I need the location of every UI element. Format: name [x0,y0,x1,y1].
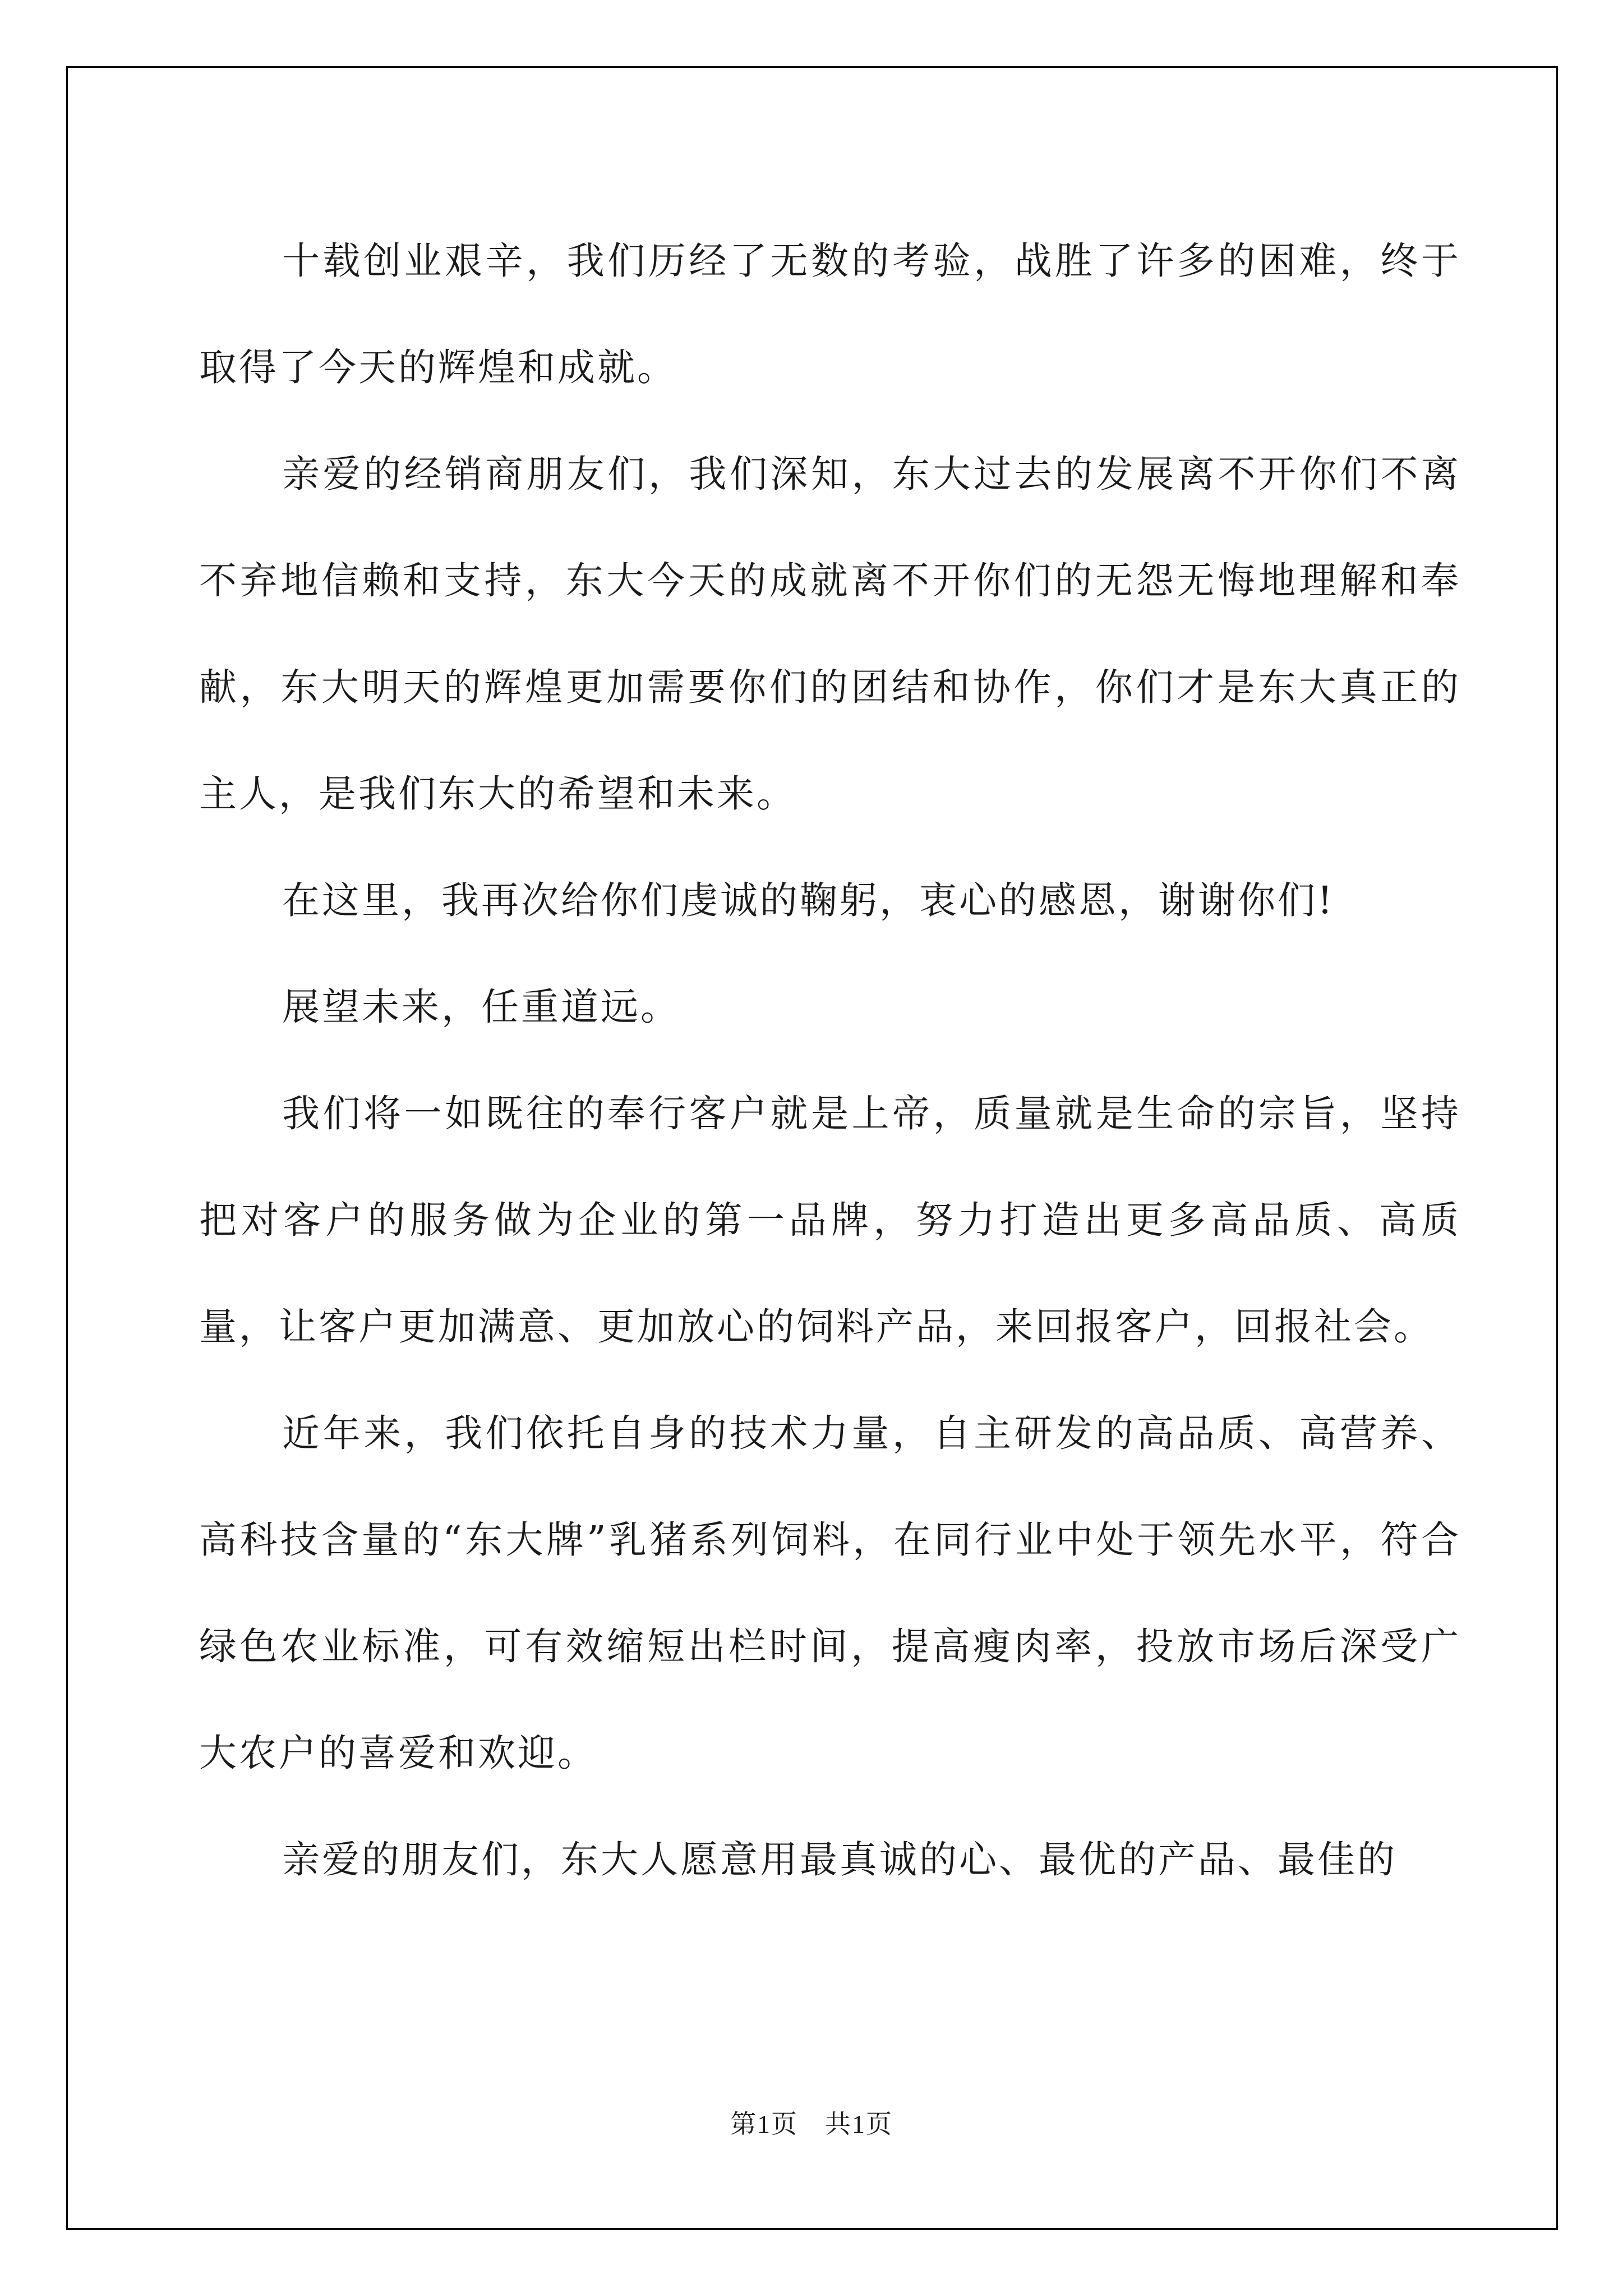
paragraph-7: 亲爱的朋友们，东大人愿意用最真诚的心、最优的产品、最佳的 [282,1838,1397,1881]
paragraph-4: 展望未来，任重道远。 [282,985,680,1029]
document-body [199,208,1461,1913]
page-footer: 第1页 共1页 [730,2110,893,2138]
paragraph-5: 我们将一如既往的奉行客户就是上帝，质量就是生命的宗旨，坚持把对客户的服务做为企业的第一品牌，努力打造出更多高品质、高质量，让客户更加满意、更加放心的饲料产品，来回报客户，回报社会。 [199,1092,1461,1349]
paragraph-1: 十载创业艰辛，我们历经了无数的考验，战胜了许多的困难，终于取得了今天的辉煌和成就。 [199,239,1461,389]
paragraph-6: 近年来，我们依托自身的技术力量，自主研发的高品质、高营养、高科技含量的“东大牌”乳猪系列饲料，在同行业中处于领先水平，符合绿色农业标准，可有效缩短出栏时间，提高瘦肉率，投放市场后深受广大农户的喜爱和欢迎。 [199,1411,1461,1775]
paragraph-2: 亲爱的经销商朋友们，我们深知，东大过去的发展离不开你们不离不弃地信赖和支持，东大今天的成就离不开你们的无怨无悔地理解和奉献，东大明天的辉煌更加需要你们的团结和协作，你们才是东大真正的主人，是我们东大的希望和未来。 [199,452,1461,816]
paragraph-3: 在这里，我再次给你们虔诚的鞠躬，衷心的感恩，谢谢你们! [282,878,1335,922]
